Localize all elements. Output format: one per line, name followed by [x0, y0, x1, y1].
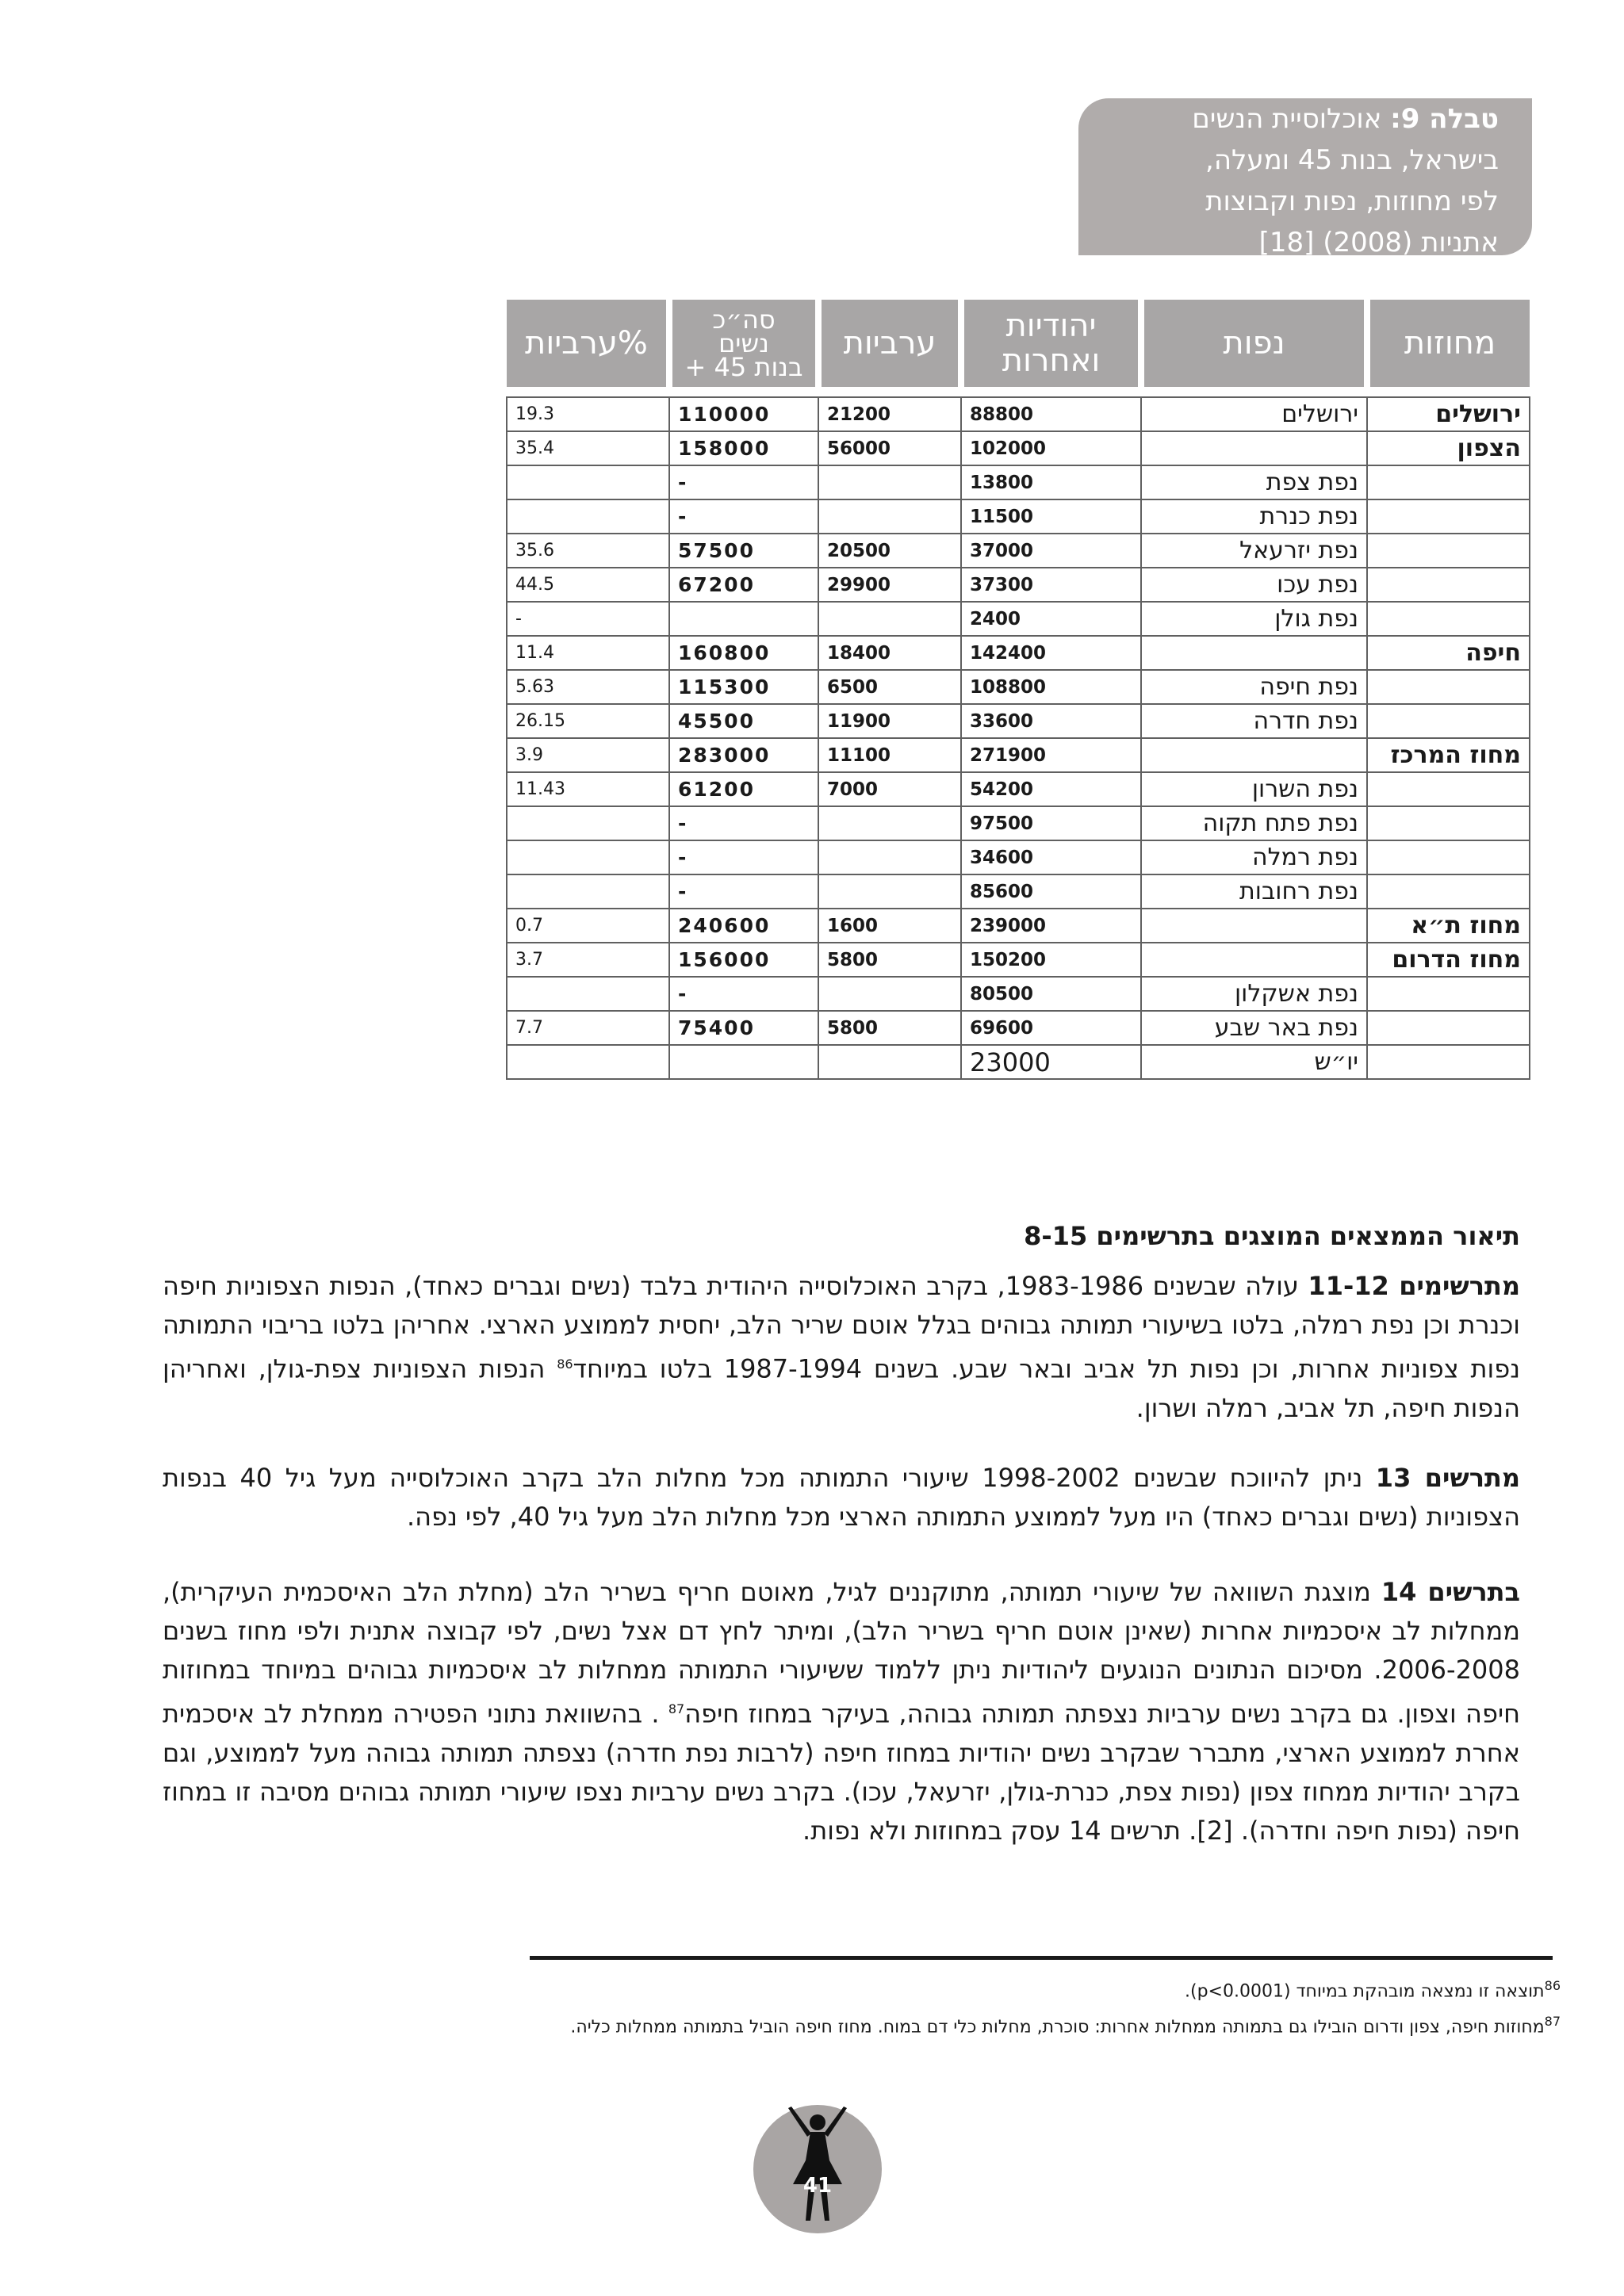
cell-subdistrict	[1141, 738, 1367, 772]
cell-arab	[818, 602, 961, 636]
caption-line-4: אתניות (2008) [18]	[1258, 227, 1499, 258]
table-row	[507, 465, 1530, 499]
cell-jewish: 80500	[961, 977, 1141, 1011]
cell-jewish: 11500	[961, 499, 1141, 534]
cell-total: 156000	[669, 943, 818, 977]
cell-district	[1367, 534, 1530, 568]
cell-subdistrict: יו״ש	[1141, 1045, 1367, 1079]
cell-district: מחוז הדרום	[1367, 943, 1530, 977]
cell-subdistrict	[1141, 943, 1367, 977]
paragraph-1-text-a: עולה שבשנים 1983-1986, בקרב האוכלוסייה היהודית בלבד (נשים וגברים כאחד), הנפות הצפוניות חיפה וכנרת וכן נפת רמלה, בלטו בשיעורי תמותה גבוהים בגלל אוטם שריר הלב, יחסית לממוצע הארצי. אחריהן בלטו בריבוי התמותה נפות צפוניות אחרות, וכן נפות תל אביב ובאר שבע. בשנים 1987-1994 בלטו במיוחד	[163, 1271, 1521, 1384]
cell-jewish: 2400	[961, 602, 1141, 636]
cell-jewish: 102000	[961, 431, 1141, 465]
cell-subdistrict: נפת באר שבע	[1141, 1011, 1367, 1045]
paragraph-1-lead: מתרשימים 11-12	[1308, 1271, 1521, 1301]
cell-jewish: 37000	[961, 534, 1141, 568]
cell-subdistrict: נפת עכו	[1141, 568, 1367, 602]
cell-arab	[818, 465, 961, 499]
table-row	[507, 1045, 1530, 1079]
cell-arab: 21200	[818, 397, 961, 431]
cell-subdistrict: נפת חדרה	[1141, 704, 1367, 738]
footnote-86	[1185, 1974, 1561, 2003]
cell-district	[1367, 465, 1530, 499]
cell-total: 45500	[669, 704, 818, 738]
table-row	[507, 874, 1530, 909]
cell-arab: 56000	[818, 431, 961, 465]
cell-district: מחוז המרכז	[1367, 738, 1530, 772]
cell-district	[1367, 704, 1530, 738]
cell-total: 61200	[669, 772, 818, 806]
cell-total: 110000	[669, 397, 818, 431]
cell-total: -	[669, 806, 818, 840]
table-row	[507, 534, 1530, 568]
table-row	[507, 1011, 1530, 1045]
cell-district	[1367, 1011, 1530, 1045]
cell-arab: 11900	[818, 704, 961, 738]
cell-total: 75400	[669, 1011, 818, 1045]
cell-pct-arab: 35.6	[507, 534, 669, 568]
table-caption	[1078, 98, 1532, 258]
cell-subdistrict: נפת אשקלון	[1141, 977, 1367, 1011]
cell-pct-arab	[507, 1045, 669, 1079]
cell-jewish: 54200	[961, 772, 1141, 806]
paragraph-2	[163, 1459, 1520, 1536]
cell-total: 115300	[669, 670, 818, 704]
cell-jewish: 142400	[961, 636, 1141, 670]
cell-jewish: 85600	[961, 874, 1141, 909]
cell-total: -	[669, 840, 818, 874]
cell-district	[1367, 1045, 1530, 1079]
footnote-ref-87[interactable]: 87	[668, 1701, 685, 1716]
cell-subdistrict	[1141, 636, 1367, 670]
cell-arab	[818, 1045, 961, 1079]
cell-jewish: 37300	[961, 568, 1141, 602]
cell-jewish: 34600	[961, 840, 1141, 874]
cell-total: 57500	[669, 534, 818, 568]
cell-jewish: 271900	[961, 738, 1141, 772]
header-districts: מחוזות	[1367, 300, 1530, 387]
table-row	[507, 909, 1530, 943]
cell-district: הצפון	[1367, 431, 1530, 465]
cell-pct-arab: 26.15	[507, 704, 669, 738]
cell-jewish: 33600	[961, 704, 1141, 738]
cell-subdistrict: נפת יזרעאל	[1141, 534, 1367, 568]
paragraph-3-text-b: . בהשוואת נתוני הפטירה ממחלת לב איסכמית אחרת לממוצע הארצי, מתברר שבקרב נשים יהודיות במחוז חיפה (לרבות נפת חדרה) נצפתה תמותה גבוהה מעל לממוצע, וגם בקרב יהודיות ממחוז צפון (נפות צפת, כנרת-גולן, יזרעאל, עכו). בקרב נשים ערביות נצפו שיעורי תמותה גבוהים מסיבה זו במחוז חיפה (נפות חיפה וחדרה). [2]. תרשים 14 עסק במחוזות ולא נפות.	[163, 1698, 1520, 1846]
cell-arab: 18400	[818, 636, 961, 670]
cell-pct-arab: 11.43	[507, 772, 669, 806]
header-arab: ערביות	[818, 300, 961, 387]
cell-arab: 7000	[818, 772, 961, 806]
cell-arab: 11100	[818, 738, 961, 772]
cell-jewish: 108800	[961, 670, 1141, 704]
cell-total: -	[669, 874, 818, 909]
population-table	[506, 300, 1530, 1080]
cell-subdistrict	[1141, 431, 1367, 465]
paragraph-2-text: ניתן להיווכח שבשנים 1998-2002 שיעורי התמותה מכל מחלות הלב בקרב האוכלוסייה מעל גיל 40 בנפות הצפוניות (נשים וגברים כאחד) היו מעל לממוצע התמותה הארצי מכל מחלות הלב מעל גיל 40, לפי נפה.	[163, 1463, 1520, 1532]
page-number-badge	[753, 2105, 882, 2233]
cell-district	[1367, 806, 1530, 840]
cell-arab: 5800	[818, 943, 961, 977]
cell-pct-arab: 11.4	[507, 636, 669, 670]
table-row	[507, 772, 1530, 806]
cell-arab: 6500	[818, 670, 961, 704]
table-row	[507, 636, 1530, 670]
cell-district	[1367, 977, 1530, 1011]
paragraph-2-lead: מתרשים 13	[1375, 1463, 1521, 1493]
paragraph-3-text-a: מוצגת השוואה של שיעורי תמותה, מתוקננים לגיל, מאוטם חריף בשריר הלב (מחלת הלב האיסכמית העיקרית), ממחלות לב איסכמיות אחרות (שאינן אוטם חריף בשריר הלב), ומיתר לחץ דם אצל נשים, לפי קבוצה אתנית ולפי מחוז בשנים 2006-2008. מסיכום הנתונים הנוגעים ליהודיות ניתן ללמוד ששיעורי התמותה ממחלות לב איסכמיות גבוהים במיוחד במחוזות חיפה וצפון. גם בקרב נשים ערביות נצפתה תמותה גבוהה, בעיקר במחוז חיפה	[163, 1577, 1521, 1729]
table-row	[507, 397, 1530, 431]
cell-subdistrict: נפת רמלה	[1141, 840, 1367, 874]
cell-total: 67200	[669, 568, 818, 602]
footnote-86-text: תוצאה זו נמצאה מובהקת במיוחד (p<0.0001).	[1184, 1981, 1545, 2002]
cell-subdistrict: נפת רחובות	[1141, 874, 1367, 909]
cell-district	[1367, 602, 1530, 636]
cell-district: ירושלים	[1367, 397, 1530, 431]
cell-jewish: 150200	[961, 943, 1141, 977]
cell-subdistrict: נפת פתח תקוה	[1141, 806, 1367, 840]
cell-arab: 1600	[818, 909, 961, 943]
cell-jewish: 97500	[961, 806, 1141, 840]
paragraph-1-text-b: הנפות הצפוניות צפת-גולן, ואחריהן הנפות חיפה, תל אביב, רמלה ושרון.	[163, 1353, 1520, 1423]
cell-pct-arab: 5.63	[507, 670, 669, 704]
cell-district	[1367, 772, 1530, 806]
cell-arab: 5800	[818, 1011, 961, 1045]
caption-line-2: בישראל, בנות 45 ומעלה,	[1205, 144, 1499, 176]
cell-district	[1367, 840, 1530, 874]
cell-pct-arab: 35.4	[507, 431, 669, 465]
dancer-icon	[753, 2087, 882, 2233]
cell-pct-arab	[507, 977, 669, 1011]
section-heading-block	[163, 1217, 1520, 1256]
table-row	[507, 499, 1530, 534]
cell-pct-arab: 3.9	[507, 738, 669, 772]
cell-district: מחוז ת״א	[1367, 909, 1530, 943]
paragraph-1	[163, 1267, 1520, 1428]
caption-line-3: לפי מחוזות, נפות וקבוצות	[1205, 186, 1499, 217]
cell-pct-arab: -	[507, 602, 669, 636]
table-row	[507, 977, 1530, 1011]
footnote-87	[570, 2010, 1561, 2039]
cell-pct-arab	[507, 874, 669, 909]
header-pct-arab: %ערביות	[507, 300, 669, 387]
cell-subdistrict: נפת צפת	[1141, 465, 1367, 499]
header-subdistricts: נפות	[1141, 300, 1367, 387]
table-row	[507, 943, 1530, 977]
cell-total	[669, 602, 818, 636]
cell-pct-arab: 7.7	[507, 1011, 669, 1045]
cell-district	[1367, 568, 1530, 602]
cell-district	[1367, 874, 1530, 909]
footnote-87-mark: 87	[1544, 2014, 1561, 2029]
cell-arab: 29900	[818, 568, 961, 602]
cell-subdistrict	[1141, 909, 1367, 943]
cell-pct-arab	[507, 840, 669, 874]
cell-jewish: 88800	[961, 397, 1141, 431]
cell-pct-arab: 44.5	[507, 568, 669, 602]
table-row	[507, 738, 1530, 772]
cell-subdistrict: נפת השרון	[1141, 772, 1367, 806]
table-row	[507, 840, 1530, 874]
section-heading: תיאור הממצאים המוצגים בתרשימים 8-15	[1024, 1221, 1520, 1251]
table-body	[507, 397, 1530, 1079]
cell-subdistrict: נפת גולן	[1141, 602, 1367, 636]
table-row	[507, 670, 1530, 704]
cell-total: 160800	[669, 636, 818, 670]
table-row	[507, 431, 1530, 465]
cell-arab	[818, 840, 961, 874]
paragraph-3	[163, 1573, 1520, 1850]
cell-arab: 20500	[818, 534, 961, 568]
cell-district: חיפה	[1367, 636, 1530, 670]
cell-district	[1367, 670, 1530, 704]
cell-subdistrict: נפת חיפה	[1141, 670, 1367, 704]
header-total: סה״כ נשים בנות 45 +	[669, 300, 818, 387]
footnote-divider	[530, 1956, 1553, 1960]
table-header-row	[507, 300, 1530, 387]
cell-jewish: 13800	[961, 465, 1141, 499]
cell-jewish: 69600	[961, 1011, 1141, 1045]
cell-total: 158000	[669, 431, 818, 465]
cell-jewish: 23000	[961, 1045, 1141, 1079]
cell-subdistrict: נפת כנרת	[1141, 499, 1367, 534]
table-row	[507, 704, 1530, 738]
cell-total	[669, 1045, 818, 1079]
footnote-ref-86[interactable]: 86	[557, 1357, 573, 1372]
cell-jewish: 239000	[961, 909, 1141, 943]
cell-arab	[818, 874, 961, 909]
footnote-87-text: מחוזות חיפה, צפון ודרום הובילו גם בתמותה ממחלות אחרות: סוכרת, מחלות כלי דם במוח. מחוז חיפה הוביל בתמותה ממחלות כליה.	[570, 2017, 1545, 2038]
cell-total: 283000	[669, 738, 818, 772]
header-jewish: יהודיות ואחרות	[961, 300, 1141, 387]
cell-total: -	[669, 465, 818, 499]
paragraph-3-lead: בתרשים 14	[1381, 1577, 1521, 1607]
caption-line-1: אוכלוסיית הנשים	[1192, 103, 1382, 135]
cell-pct-arab	[507, 499, 669, 534]
cell-arab	[818, 977, 961, 1011]
table-row	[507, 602, 1530, 636]
cell-pct-arab: 19.3	[507, 397, 669, 431]
caption-label: טבלה 9:	[1390, 103, 1499, 135]
table-row	[507, 806, 1530, 840]
cell-arab	[818, 806, 961, 840]
cell-total: -	[669, 977, 818, 1011]
cell-pct-arab: 0.7	[507, 909, 669, 943]
cell-subdistrict: ירושלים	[1141, 397, 1367, 431]
page-number: 41	[802, 2174, 833, 2198]
cell-total: -	[669, 499, 818, 534]
cell-pct-arab	[507, 465, 669, 499]
footnote-86-mark: 86	[1544, 1978, 1561, 1993]
cell-district	[1367, 499, 1530, 534]
cell-total: 240600	[669, 909, 818, 943]
cell-pct-arab	[507, 806, 669, 840]
cell-arab	[818, 499, 961, 534]
table-row	[507, 568, 1530, 602]
cell-pct-arab: 3.7	[507, 943, 669, 977]
